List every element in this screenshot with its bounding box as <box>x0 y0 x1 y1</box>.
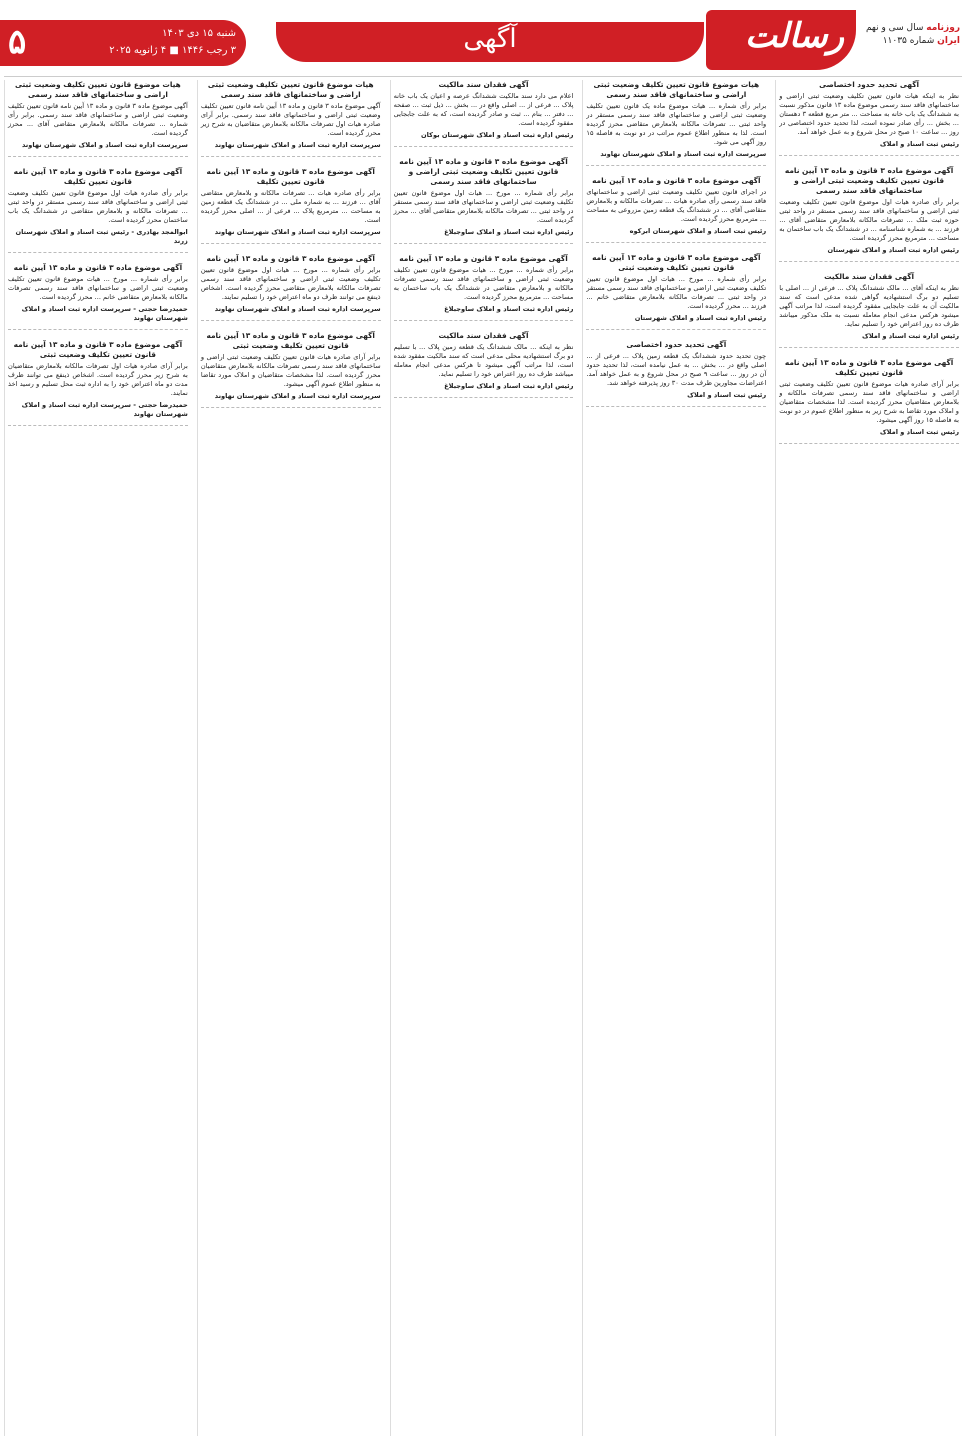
notice-column <box>775 80 962 1436</box>
notice-signature: سرپرست اداره ثبت اسناد و املاک شهرستان نهاوند <box>21 141 188 149</box>
legal-notice <box>779 166 959 262</box>
notice-title: هیات موضوع قانون تعیین تکلیف وضعیت ثبتی اراضی و ساختمانهای فاقد سند رسمی <box>593 80 760 99</box>
legal-notice <box>586 176 766 243</box>
notice-body: در اجرای قانون تعیین تکلیف وضعیت ثبتی اراضی و ساختمانهای فاقد سند رسمی رأی صادره هیات ... تصرفات مالکانه و بلامعارض متقاضی آقای ... در ششدانگ یک قطعه زمین مزروعی به مساحت ... مترمربع محرز گردیده است. <box>586 188 767 223</box>
legal-notice <box>586 80 766 166</box>
brand-box <box>852 22 960 56</box>
legal-notice <box>779 272 959 348</box>
date-line-2: ۳ رجب ۱۴۴۶ ■ ۴ ژانویه ۲۰۲۵ <box>109 45 236 56</box>
notice-body: برابر آرای صادره هیات قانون تعیین تکلیف وضعیت ثبتی اراضی و ساختمانهای فاقد سند رسمی تصرفات مالکانه بلامعارض متقاضیان محرز گردیده است. لذا مشخصات متقاضیان و املاک مورد تقاضا به منظور اطلاع عموم آگهی میشود. <box>200 353 381 388</box>
notice-title: آگهی موضوع ماده ۳ قانون و ماده ۱۳ آیین نامه قانون تعیین تکلیف وضعیت ثبتی <box>592 253 761 272</box>
notice-body: برابر رأی صادره هیات اول موضوع قانون تعیین تکلیف وضعیت ثبتی اراضی و ساختمانهای فاقد سند رسمی مستقر در واحد ثبتی حوزه ثبت ملک ... تصرفات مالکانه بلامعارض متقاضی آقای ... فرزند ... به شماره شناسنامه ... در ششدانگ یک باب ساختمان به مساحت ... مترمربع محرز گردیده است. <box>779 198 959 242</box>
notice-signature: رئیس اداره ثبت اسناد و املاک ساوجبلاغ <box>444 305 574 313</box>
notice-title: هیات موضوع قانون تعیین تکلیف وضعیت ثبتی اراضی و ساختمانهای فاقد سند رسمی <box>15 80 181 99</box>
notice-title: آگهی فقدان سند مالکیت <box>438 331 529 340</box>
notice-signature: سرپرست اداره ثبت اسناد و املاک شهرستان نهاوند <box>214 392 381 400</box>
notice-body: نظر به اینکه آقای ... مالک ششدانگ پلاک ... فرعی از ... اصلی با تسلیم دو برگ استشهادیه گواهی شده مدعی است که سند مالکیت آن به علت جابجایی مفقود گردیده است، لذا مراتب آگهی میشود هرکس مدعی انجام معامله نسبت به ملک مذکور میباشد ظرف ده روز اعتراض خود را تسلیم نماید. <box>779 284 959 328</box>
notice-body: نظر به اینکه ... مالک ششدانگ یک قطعه زمین پلاک ... با تسلیم دو برگ استشهادیه محلی مدعی است که سند مالکیت مفقود شده است، لذا مراتب آگهی میشود تا هرکس مدعی انجام معامله میباشد ظرف ده روز اعتراض خود را تسلیم نماید. <box>393 343 574 378</box>
page-info-box <box>0 20 246 66</box>
legal-notice <box>394 331 574 398</box>
notice-signature: رئیس اداره ثبت اسناد و املاک شهرستان <box>634 314 767 322</box>
header-divider <box>4 76 962 77</box>
notice-column <box>197 80 384 1436</box>
notice-title: آگهی فقدان سند مالکیت <box>824 272 915 281</box>
notice-body: برابر رأی شماره ... هیات موضوع ماده یک قانون تعیین تکلیف وضعیت ثبتی اراضی و ساختمانهای فاقد سند رسمی مستقر در واحد ثبتی ... تصرفات مالکانه بلامعارض متقاضی محرز گردیده است. لذا به منظور اطلاع عموم مراتب در دو نوبت به فاصله ۱۵ روز آگهی می شود. <box>586 102 767 146</box>
notice-body: آگهی موضوع ماده ۳ قانون و ماده ۱۳ آیین نامه قانون تعیین تکلیف وضعیت ثبتی اراضی و ساختمانهای فاقد سند رسمی. برابر آرای صادره هیات اول تصرفات مالکانه بلامعارض متقاضیان به شرح زیر محرز گردیده است. <box>200 102 381 137</box>
notice-title: آگهی موضوع ماده ۳ قانون و ماده ۱۳ آیین نامه قانون تعیین تکلیف وضعیت ثبتی اراضی و ساختمانهای فاقد سند رسمی <box>399 157 568 186</box>
notice-signature: رئیس اداره ثبت اسناد و املاک <box>862 332 959 340</box>
notice-title: هیات موضوع قانون تعیین تکلیف وضعیت ثبتی اراضی و ساختمانهای فاقد سند رسمی <box>207 80 374 99</box>
notice-body: برابر آرای صادره هیات اول تصرفات مالکانه بلامعارض متقاضیان به شرح زیر محرز گردیده است. اشخاص ذینفع می توانند ظرف مدت دو ماه اعتراض خود را به اداره ثبت محل تسلیم و رسید اخذ نمایند. <box>8 362 188 397</box>
notice-title: آگهی موضوع ماده ۳ قانون و ماده ۱۳ آیین نامه <box>399 254 568 263</box>
notice-title: آگهی موضوع ماده ۳ قانون و ماده ۱۳ آیین نامه قانون تعیین تکلیف وضعیت ثبتی <box>206 331 375 350</box>
legal-notice <box>394 80 574 147</box>
legal-notice <box>394 254 574 321</box>
legal-notice <box>201 167 381 244</box>
notice-title: آگهی موضوع ماده ۳ قانون و ماده ۱۳ آیین نامه <box>592 176 761 185</box>
notice-signature: حمیدرضا حجتی - سرپرست اداره ثبت اسناد و املاک شهرستان نهاوند <box>21 401 188 418</box>
brand-area <box>706 0 966 76</box>
legal-notice <box>8 263 188 330</box>
legal-notice <box>8 80 188 157</box>
notice-body: نظر به اینکه هیات قانون تعیین تکلیف وضعیت ثبتی اراضی و ساختمانهای فاقد سند رسمی موضوع ماده ۱۳ قانون مذکور نسبت به ششدانگ یک باب خانه به مساحت ... متر مربع قطعه ۳ دهستان ... بخش ... رأی صادر نموده است، لذا تحدید حدود اختصاصی در روز ... ساعت ۱۰ صبح در محل شروع و به عمل خواهد آمد. <box>779 92 959 136</box>
section-banner <box>276 22 704 62</box>
notice-columns <box>4 80 962 1436</box>
notice-title: آگهی فقدان سند مالکیت <box>438 80 529 89</box>
notice-signature: رئیس اداره ثبت اسناد و املاک ساوجبلاغ <box>444 228 574 236</box>
notice-body: چون تحدید حدود ششدانگ یک قطعه زمین پلاک ... فرعی از ... اصلی واقع در ... بخش ... به عمل نیامده است، لذا تحدید حدود آن در روز ... ساعت ۹ صبح در محل شروع و به عمل خواهد آمد. اعتراضات مجاورین ظرف مدت ۳۰ روز پذیرفته خواهد شد. <box>586 352 767 387</box>
notice-signature: رئیس اداره ثبت اسناد و املاک شهرستان <box>827 246 959 254</box>
notice-title: آگهی موضوع ماده ۳ قانون و ماده ۱۳ آیین نامه <box>13 263 183 272</box>
issue-label: شماره ۱۱۰۳۵ <box>882 36 935 46</box>
legal-notice <box>779 358 959 444</box>
notice-signature: رئیس ثبت اسناد و املاک <box>879 140 959 148</box>
legal-notice <box>394 157 574 244</box>
notice-column <box>4 80 191 1436</box>
notice-signature: رئیس ثبت اسناد و املاک <box>879 428 959 436</box>
notice-body: آگهی موضوع ماده ۳ قانون و ماده ۱۳ آیین نامه قانون تعیین تکلیف وضعیت ثبتی اراضی و ساختمانهای فاقد سند رسمی. برابر رأی شماره ... تصرفات مالکانه بلامعارض متقاضی آقای ... محرز گردیده است. <box>8 102 188 137</box>
notice-body: برابر رأی شماره ... مورخ ... هیات موضوع قانون تعیین تکلیف وضعیت ثبتی اراضی و ساختمانهای فاقد سند رسمی تصرفات مالکانه و بلامعارض متقاضی در ششدانگ یک باب ساختمان به مساحت ... مترمربع محرز گردیده است. <box>393 266 574 301</box>
notice-title: آگهی موضوع ماده ۳ قانون و ماده ۱۳ آیین نامه <box>206 254 375 263</box>
notice-body: برابر رأی صادره هیات اول موضوع قانون تعیین تکلیف وضعیت ثبتی اراضی و ساختمانهای فاقد سند رسمی مستقر در واحد ثبتی ... تصرفات مالکانه و بلامعارض متقاضی در ششدانگ یک باب ساختمان محرز گردیده است. <box>8 189 188 224</box>
notice-signature: سرپرست اداره ثبت اسناد و املاک شهرستان نهاوند <box>600 150 767 158</box>
notice-signature: رئیس اداره ثبت اسناد و املاک ساوجبلاغ <box>444 382 574 390</box>
legal-notice <box>779 80 959 156</box>
section-title: آگهی <box>463 24 517 54</box>
notice-title: آگهی موضوع ماده ۳ قانون و ماده ۱۳ آیین نامه قانون تعیین تکلیف وضعیت ثبتی <box>13 340 183 359</box>
notice-body: برابر رأی شماره ... مورخ ... هیات اول موضوع قانون تعیین تکلیف وضعیت ثبتی اراضی و ساختمانهای فاقد سند رسمی مستقر در واحد ثبتی ... تصرفات مالکانه بلامعارض متقاضی خانم ... فرزند ... محرز گردیده است. <box>586 275 767 310</box>
year-label: سال سی و نهم <box>865 23 924 33</box>
notice-signature: رئیس ثبت اسناد و املاک شهرستان ابرکوه <box>629 227 767 235</box>
notice-signature: سرپرست اداره ثبت اسناد و املاک شهرستان نهاوند <box>214 228 381 236</box>
legal-notice <box>201 254 381 321</box>
legal-notice <box>8 340 188 426</box>
page-number: ۵ <box>8 22 27 62</box>
notice-column <box>582 80 769 1436</box>
newspaper-logo <box>706 10 856 70</box>
notice-signature: سرپرست اداره ثبت اسناد و املاک شهرستان نهاوند <box>214 305 381 313</box>
notice-signature: ابوالمجد بهادری - رئیس ثبت اسناد و املاک شهرستان زرند <box>15 228 188 245</box>
notice-signature: رئیس اداره ثبت اسناد و املاک شهرستان بوکان <box>421 131 574 139</box>
notice-signature: سرپرست اداره ثبت اسناد و املاک شهرستان نهاوند <box>214 141 381 149</box>
notice-body: برابر رأی شماره ... مورخ ... هیات موضوع قانون تعیین تکلیف وضعیت ثبتی اراضی و ساختمانهای فاقد سند رسمی تصرفات مالکانه بلامعارض متقاضی خانم ... محرز گردیده است. <box>8 275 188 301</box>
notice-title: آگهی موضوع ماده ۳ قانون و ماده ۱۳ آیین نامه قانون تعیین تکلیف <box>206 167 375 186</box>
notice-column <box>390 80 577 1436</box>
notice-title: آگهی تحدید حدود اختصاصی <box>626 340 727 349</box>
logo-text: رسالت <box>744 16 844 56</box>
notice-title: آگهی موضوع ماده ۳ قانون و ماده ۱۳ آیین نامه قانون تعیین تکلیف <box>784 358 954 377</box>
legal-notice <box>586 253 766 330</box>
notice-title: آگهی موضوع ماده ۳ قانون و ماده ۱۳ آیین نامه قانون تعیین تکلیف وضعیت ثبتی اراضی و ساختمانهای فاقد سند رسمی <box>784 166 954 195</box>
notice-title: آگهی موضوع ماده ۳ قانون و ماده ۱۳ آیین نامه قانون تعیین تکلیف <box>13 167 183 186</box>
legal-notice <box>8 167 188 253</box>
masthead <box>0 0 966 76</box>
brand-country: ایران <box>937 36 960 46</box>
legal-notice <box>201 331 381 408</box>
notice-title: آگهی تحدید حدود اختصاصی <box>819 80 920 89</box>
notice-body: برابر رأی شماره ... مورخ ... هیات اول موضوع قانون تعیین تکلیف وضعیت ثبتی اراضی و ساختمانهای فاقد سند رسمی تصرفات مالکانه بلامعارض متقاضی محرز گردیده است. اشخاص ذینفع می توانند ظرف دو ماه اعتراض خود را تسلیم نمایند. <box>200 266 381 301</box>
legal-notice <box>586 340 766 407</box>
notice-body: اعلام می دارد سند مالکیت ششدانگ عرصه و اعیان یک باب خانه پلاک ... فرعی از ... اصلی واقع در ... بخش ... ذیل ثبت ... صفحه ... دفتر ... بنام ... ثبت و صادر گردیده است، که به علت جابجایی مفقود گردیده است. <box>393 92 574 127</box>
date-line-1: شنبه ۱۵ دی ۱۴۰۳ <box>162 28 236 39</box>
brand-label: روزنامه <box>926 23 960 33</box>
notice-body: برابر رأی صادره هیات ... تصرفات مالکانه و بلامعارض متقاضی آقای ... فرزند ... به شماره ملی ... در ششدانگ یک قطعه زمین به مساحت ... مترمربع پلاک ... فرعی از ... اصلی محرز گردیده است. <box>200 189 381 224</box>
notice-signature: حمیدرضا حجتی - سرپرست اداره ثبت اسناد و املاک شهرستان نهاوند <box>21 305 188 322</box>
notice-signature: رئیس ثبت اسناد و املاک <box>687 391 767 399</box>
notice-body: برابر رأی شماره ... مورخ ... هیات اول موضوع قانون تعیین تکلیف وضعیت ثبتی اراضی و ساختمانهای فاقد سند رسمی مستقر در واحد ثبتی ... تصرفات مالکانه بلامعارض متقاضی آقای ... محرز گردیده است. <box>393 189 574 224</box>
notice-body: برابر آرای صادره هیات موضوع قانون تعیین تکلیف وضعیت ثبتی اراضی و ساختمانهای فاقد سند رسمی تصرفات مالکانه و بلامعارض متقاضیان محرز گردیده است. لذا مشخصات متقاضیان و املاک مورد تقاضا به شرح زیر به منظور اطلاع عموم در دو نوبت به فاصله ۱۵ روز آگهی میشود. <box>779 380 959 424</box>
legal-notice <box>201 80 381 157</box>
